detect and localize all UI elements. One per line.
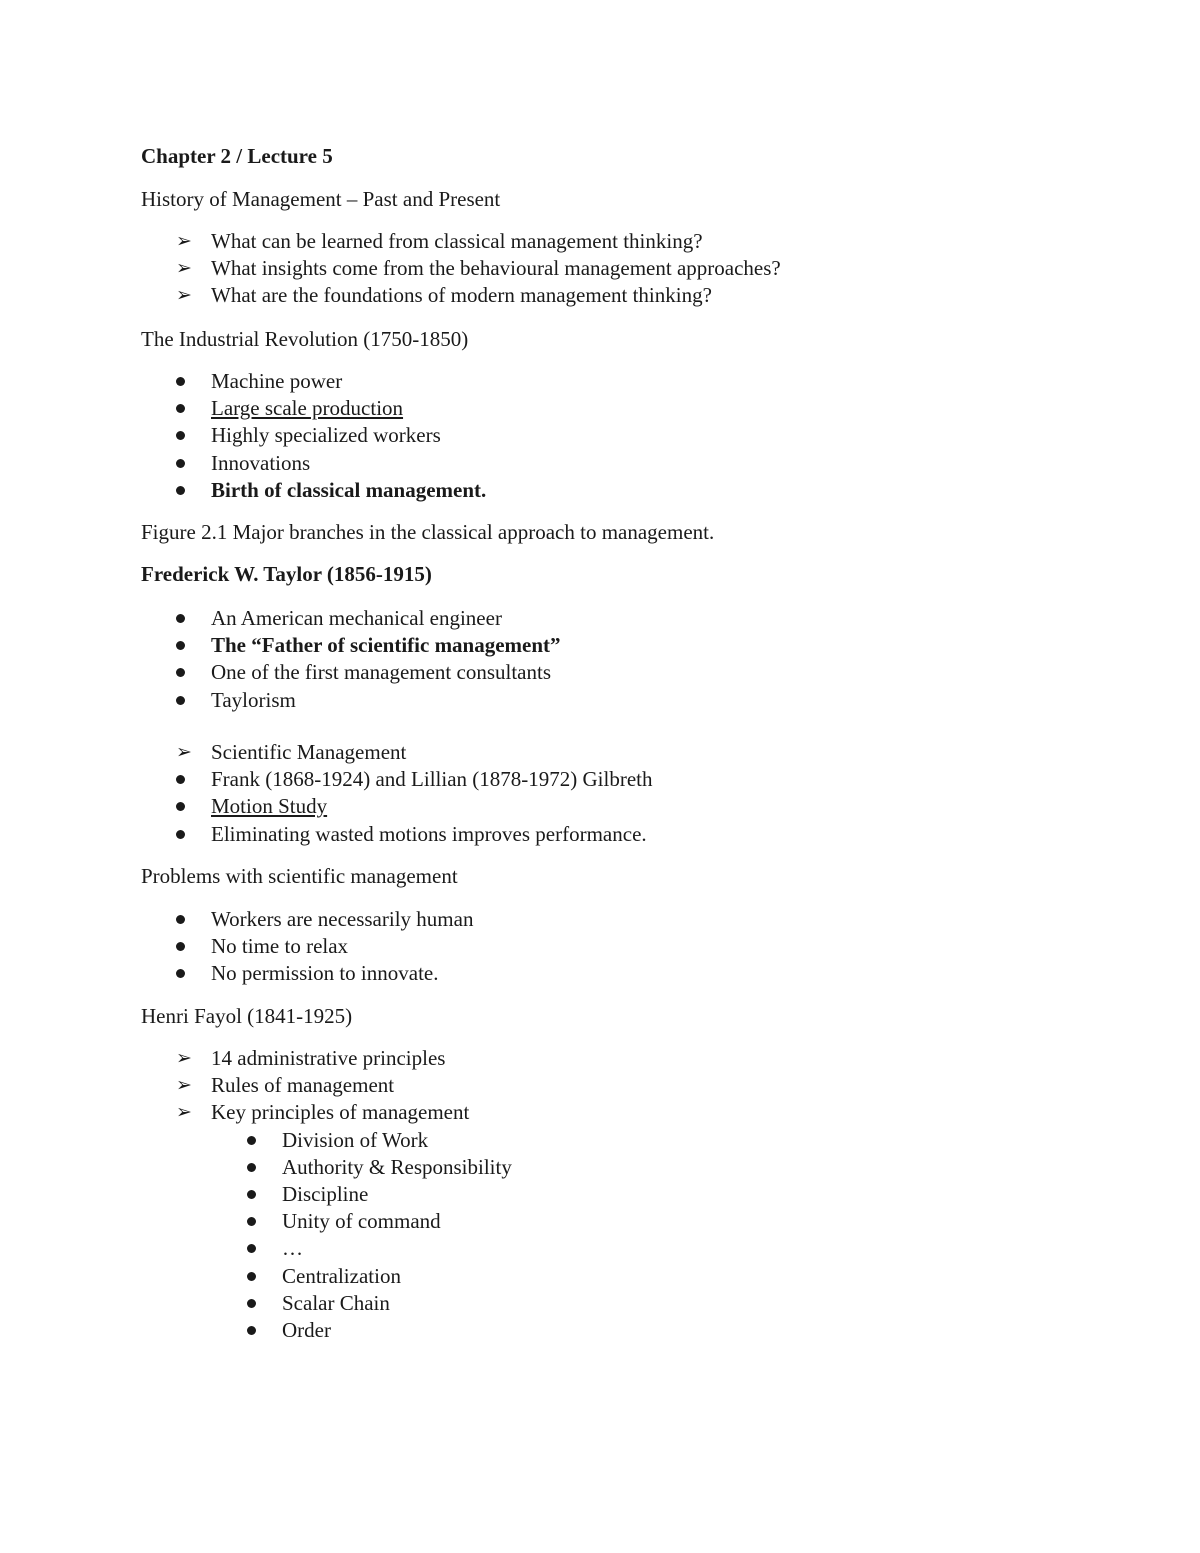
bullet-dot-icon — [176, 830, 185, 839]
list-item: ➢ 14 administrative principles — [176, 1046, 446, 1070]
list-item: No permission to innovate. — [141, 960, 473, 987]
document-subtitle: History of Management – Past and Present — [141, 187, 501, 211]
list-item: Motion Study — [141, 793, 653, 820]
list-item: Large scale production — [141, 395, 486, 422]
list-item: Machine power — [141, 368, 486, 395]
list-item: Division of Work — [141, 1127, 512, 1154]
arrow-bullet-icon: ➢ — [176, 1102, 192, 1124]
taylor-heading: Frederick W. Taylor (1856-1915) — [141, 562, 432, 586]
bullet-dot-icon — [247, 1326, 256, 1335]
question-list — [141, 228, 781, 310]
list-item: Highly specialized workers — [141, 422, 486, 449]
bullet-dot-icon — [247, 1244, 256, 1253]
bullet-dot-icon — [176, 696, 185, 705]
bullet-dot-icon — [176, 802, 185, 811]
list-item: Innovations — [141, 450, 486, 477]
arrow-bullet-icon: ➢ — [176, 742, 192, 763]
list-item: ➢ What can be learned from classical management thinking? — [176, 229, 703, 253]
list-item: ➢ Rules of management — [176, 1073, 395, 1098]
bullet-dot-icon — [176, 377, 185, 386]
industrial-heading: The Industrial Revolution (1750-1850) — [141, 327, 469, 351]
list-item: Authority & Responsibility — [141, 1154, 512, 1181]
list-item: Taylorism — [141, 687, 561, 714]
list-item: One of the first management consultants — [141, 659, 561, 686]
figure-caption: Figure 2.1 Major branches in the classical approach to management. — [141, 520, 715, 544]
arrow-bullet-icon: ➢ — [176, 231, 192, 252]
list-item: Order — [141, 1317, 512, 1344]
bullet-dot-icon — [176, 486, 185, 495]
bullet-dot-icon — [176, 969, 185, 978]
list-item: … — [141, 1235, 512, 1262]
bullet-dot-icon — [176, 942, 185, 951]
problems-heading: Problems with scientific management — [141, 864, 458, 888]
industrial-list — [141, 368, 486, 504]
list-item: Workers are necessarily human — [141, 906, 473, 933]
problems-list — [141, 906, 473, 988]
list-item: An American mechanical engineer — [141, 605, 561, 632]
arrow-bullet-icon: ➢ — [176, 258, 192, 280]
list-item: ➢ What are the foundations of modern management thinking? — [176, 283, 712, 308]
list-item: Frank (1868-1924) and Lillian (1878-1972) Gilbreth — [141, 766, 653, 793]
bullet-dot-icon — [176, 775, 185, 784]
list-item: Discipline — [141, 1181, 512, 1208]
list-item: Birth of classical management. — [141, 477, 486, 504]
bullet-dot-icon — [247, 1163, 256, 1172]
bullet-dot-icon — [176, 641, 185, 650]
arrow-bullet-icon: ➢ — [176, 285, 192, 307]
bullet-dot-icon — [176, 459, 185, 468]
list-item: Scalar Chain — [141, 1290, 512, 1317]
bullet-dot-icon — [176, 668, 185, 677]
bullet-dot-icon — [176, 614, 185, 623]
bullet-dot-icon — [247, 1217, 256, 1226]
bullet-dot-icon — [176, 915, 185, 924]
bullet-dot-icon — [176, 431, 185, 440]
bullet-dot-icon — [247, 1272, 256, 1281]
bullet-dot-icon — [247, 1299, 256, 1308]
document-title: Chapter 2 / Lecture 5 — [141, 144, 333, 168]
list-item: Unity of command — [141, 1208, 512, 1235]
list-item: ➢ What insights come from the behavioural management approaches? — [176, 256, 781, 281]
arrow-bullet-icon: ➢ — [176, 1048, 192, 1069]
bullet-dot-icon — [247, 1136, 256, 1145]
list-item: Eliminating wasted motions improves performance. — [141, 821, 653, 848]
bullet-dot-icon — [176, 404, 185, 413]
taylor-list-2 — [141, 739, 653, 848]
bullet-dot-icon — [247, 1190, 256, 1199]
list-item: The “Father of scientific management” — [141, 632, 561, 659]
list-item: ➢ Key principles of management — [176, 1100, 470, 1125]
fayol-heading: Henri Fayol (1841-1925) — [141, 1004, 353, 1028]
taylor-list — [141, 605, 561, 714]
list-item: No time to relax — [141, 933, 473, 960]
list-item: ➢ Scientific Management — [176, 740, 407, 764]
list-item: Centralization — [141, 1263, 512, 1290]
arrow-bullet-icon: ➢ — [176, 1075, 192, 1097]
fayol-list — [141, 1045, 512, 1344]
